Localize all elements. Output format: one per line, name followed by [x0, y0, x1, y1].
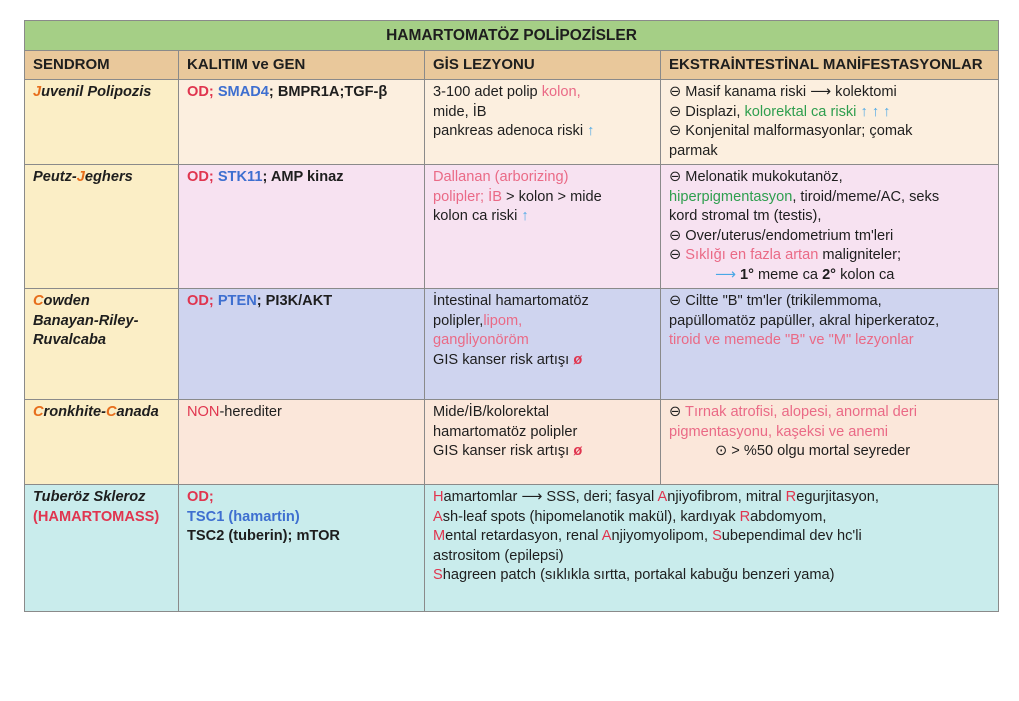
- syndrome-cowden: Cowden Banayan-Riley- Ruvalcaba: [25, 289, 179, 400]
- syndrome-cronkhite-canada: Cronkhite-Canada: [25, 400, 179, 485]
- syndrome-tuberoz-skleroz: Tuberöz Skleroz (HAMARTOMASS): [25, 485, 179, 612]
- header-extra: EKSTRAİNTESTİNAL MANİFESTASYONLAR: [661, 51, 999, 80]
- inheritance-cronkhite-canada: NON-herediter: [179, 400, 425, 485]
- hamartomass-line-2: Ash-leaf spots (hipomelanotik makül), kardıyak Rabdomyom,: [433, 508, 827, 525]
- gis-cowden: İntestinal hamartomatöz polipler,lipom, gangliyonöröm GIS kanser risk artışı ø: [425, 289, 661, 400]
- polyposis-table: [24, 20, 999, 612]
- hamartomass-line-3: Mental retardasyon, renal Anjiyomyolipom, Subependimal dev hc'li: [433, 528, 862, 544]
- table-row: [25, 80, 999, 165]
- extra-cronkhite-canada: ⊖ Tırnak atrofisi, alopesi, anormal deri pigmentasyonu, kaşeksi ve anemi ⊙ > %50 olgu mortal seyreder: [661, 400, 999, 485]
- extra-juvenil: ⊖ Masif kanama riski ⟶ kolektomi ⊖ Displazi, kolorektal ca riski ↑ ↑ ↑ ⊖ Konjenital malformasyonlar; çomak parmak: [661, 80, 999, 165]
- merged-tuberoz-skleroz: [425, 485, 999, 612]
- table-title: HAMARTOMATÖZ POLİPOZİSLER: [25, 21, 999, 51]
- inheritance-cowden: OD; PTEN; PI3K/AKT: [179, 289, 425, 400]
- header-inheritance: KALITIM ve GEN: [179, 51, 425, 80]
- inheritance-peutz-jeghers: OD; STK11; AMP kinaz: [179, 165, 425, 289]
- extra-cowden: ⊖ Ciltte "B" tm'ler (trikilemmoma, papüllomatöz papüller, akral hiperkeratoz, tiroid ve memede "B" ve "M" lezyonlar: [661, 289, 999, 400]
- hamartomass-line-4: astrositom (epilepsi): [433, 547, 564, 564]
- inheritance-tuberoz-skleroz: OD; TSC1 (hamartin) TSC2 (tuberin); mTOR: [179, 485, 425, 612]
- gis-cronkhite-canada: Mide/İB/kolorektal hamartomatöz polipler GIS kanser risk artışı ø: [425, 400, 661, 485]
- gis-peutz-jeghers: Dallanan (arborizing) polipler; İB > kolon > mide kolon ca riski ↑: [425, 165, 661, 289]
- gis-juvenil: 3-100 adet polip kolon, mide, İB pankreas adenoca riski ↑: [425, 80, 661, 165]
- table-row: [25, 165, 999, 289]
- header-gis: GİS LEZYONU: [425, 51, 661, 80]
- syndrome-peutz-jeghers: Peutz-Jeghers: [25, 165, 179, 289]
- syndrome-juvenil: Juvenil Polipozis: [25, 80, 179, 165]
- table-row: [25, 485, 999, 612]
- inheritance-juvenil: OD; SMAD4; BMPR1A;TGF-β: [179, 80, 425, 165]
- table-row: [25, 400, 999, 485]
- table-title-row: [25, 21, 999, 51]
- header-syndrome: SENDROM: [25, 51, 179, 80]
- hamartomass-line-5: Shagreen patch (sıklıkla sırtta, portakal kabuğu benzeri yama): [433, 567, 835, 583]
- hamartomass-line-1: Hamartomlar ⟶ SSS, deri; fasyal Anjiyofibrom, mitral Regurjitasyon,: [433, 489, 879, 505]
- extra-peutz-jeghers: ⊖ Melonatik mukokutanöz, hiperpigmentasyon, tiroid/meme/AC, seks kord stromal tm (testis), ⊖ Over/uterus/endometrium tm'leri ⊖ Sıklığı en fazla artan maligniteler; ⟶ 1° meme ca 2° kolon ca: [661, 165, 999, 289]
- table-row: [25, 289, 999, 400]
- header-row: [25, 51, 999, 80]
